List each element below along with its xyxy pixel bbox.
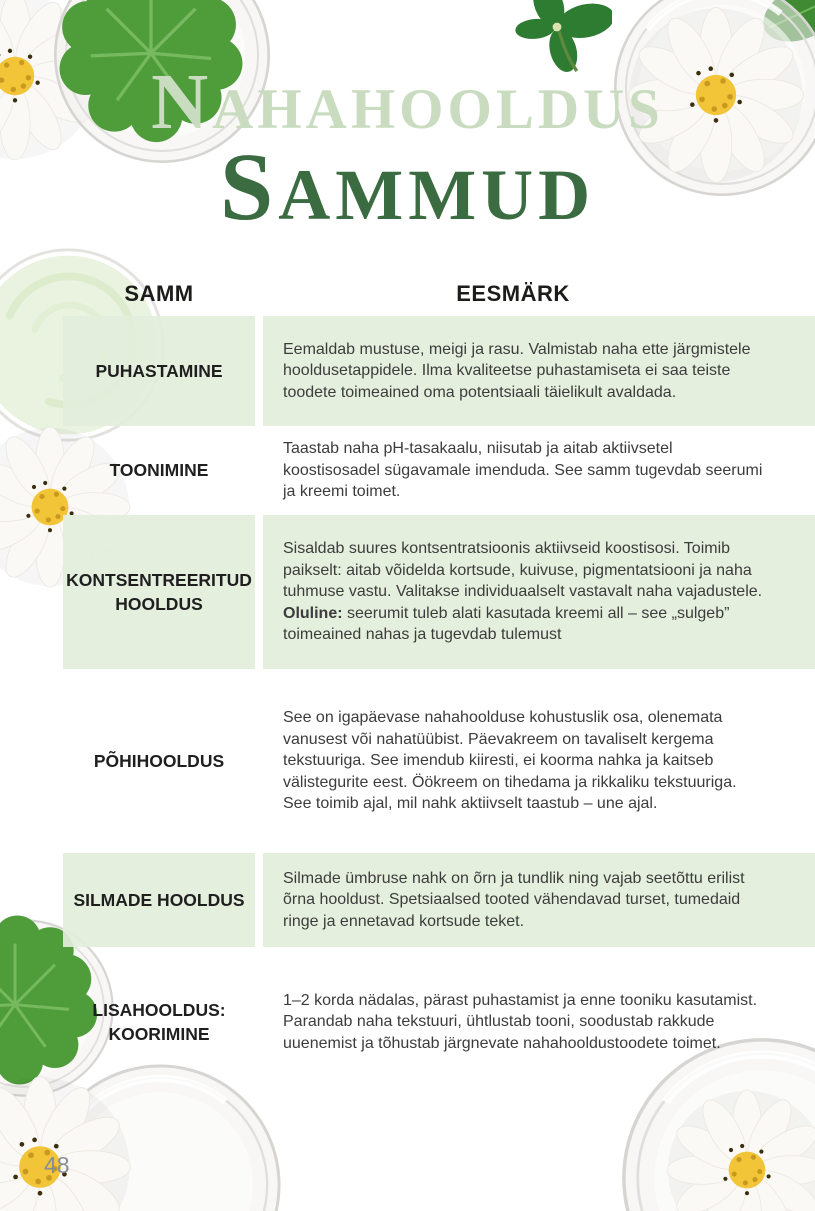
goal-text: 1–2 korda nädalas, pärast puhastamist ja enne tooniku kasutamist. — [283, 991, 758, 1009]
table-row — [63, 426, 815, 515]
goal-note-label: Oluline: — [283, 604, 343, 622]
goal-note-text: seerumit tuleb alati kasutada kreemi all – see „sulgeb” toimeained nahas ja tugevdab tulemust — [283, 604, 730, 644]
column-header-step: SAMM — [124, 281, 194, 306]
goal-cell — [263, 853, 815, 947]
goal-note — [283, 603, 769, 646]
title-line-2-initial: S — [219, 133, 279, 240]
title-line-1-rest: AHAHOOLDUS — [212, 78, 664, 141]
table-row — [63, 515, 815, 669]
goal-cell — [263, 515, 815, 669]
goal-cell — [263, 426, 815, 515]
goal-text: Silmade ümbruse nahk on õrn ja tundlik ning vajab seetõttu erilist õrna hooldust. Spetsiaalsed tooted vähendavad turset, tumedaid ringe ja ennetavad kortsude teket. — [283, 869, 745, 930]
title-line-2-rest: AMMUD — [278, 155, 596, 235]
steps-table — [63, 316, 815, 1097]
column-header-goal: EESMÄRK — [456, 281, 570, 306]
step-cell: LISAHOOLDUS: KOORIMINE — [92, 999, 226, 1044]
page-number: 48 — [44, 1152, 70, 1178]
goal-text: Taastab naha pH-tasakaalu, niisutab ja aitab aktiivsetel koostisosadel sügavamale imenduda. See samm tugevdab seerumi ja kreemi toimet. — [283, 440, 763, 501]
table-row — [63, 316, 815, 426]
step-cell: PÕHIHOOLDUS — [93, 750, 225, 771]
step-cell: TOONIMINE — [109, 460, 209, 481]
goal-cell — [263, 316, 815, 426]
goal-text: Parandab naha tekstuuri, ühtlustab tooni, soodustab rakkude uuenemist ja tõhustab järgnevate nahahooldustoodete toimet. — [283, 1013, 721, 1052]
goal-cell — [263, 947, 815, 1097]
goal-cell — [263, 669, 815, 853]
title-line-1-initial: N — [151, 59, 213, 146]
table-row — [63, 853, 815, 947]
green-leaf-dish-top-image — [53, 0, 249, 146]
step-cell: KONTSENTREERITUD HOOLDUS — [63, 515, 255, 669]
white-flower-top-right-image — [624, 3, 808, 187]
clover-sprig-image — [502, 0, 612, 82]
step-cell: PUHASTAMINE — [63, 316, 255, 426]
table-row — [63, 947, 815, 1097]
table-header-row — [63, 281, 815, 307]
table-row — [63, 669, 815, 853]
goal-text: See on igapäevase nahahoolduse kohustuslik osa, olenemata vanusest või nahatüübist. Päevakreem on tavaliselt kergema tekstuuriga. See imendub kiiresti, ei koorma nahka ja kaitseb välistegurite eest. Öökreem on tihedama ja rikkaliku tekstuuriga. See toimib ajal, mil nahk aktiivselt taastub – une ajal. — [283, 709, 737, 813]
step-cell: SILMADE HOOLDUS — [63, 853, 255, 947]
goal-text: Eemaldab mustuse, meigi ja rasu. Valmistab naha ette järgmistele hooldusetappidele. Ilma kvaliteetse puhastamiseta ei saa teiste toodete toimeained oma potentsiaali täielikult avaldada. — [283, 340, 751, 401]
white-flower-bottom-right-image — [663, 1086, 815, 1211]
goal-text: Sisaldab suures kontsentratsioonis aktiivseid koostisosi. Toimib paikselt: aitab võidelda kortsude, kuivuse, pigmentatsiooni ja naha tuhmuse vastu. Valitakse individuaalselt vastavalt naha vajadustele. — [283, 540, 763, 601]
